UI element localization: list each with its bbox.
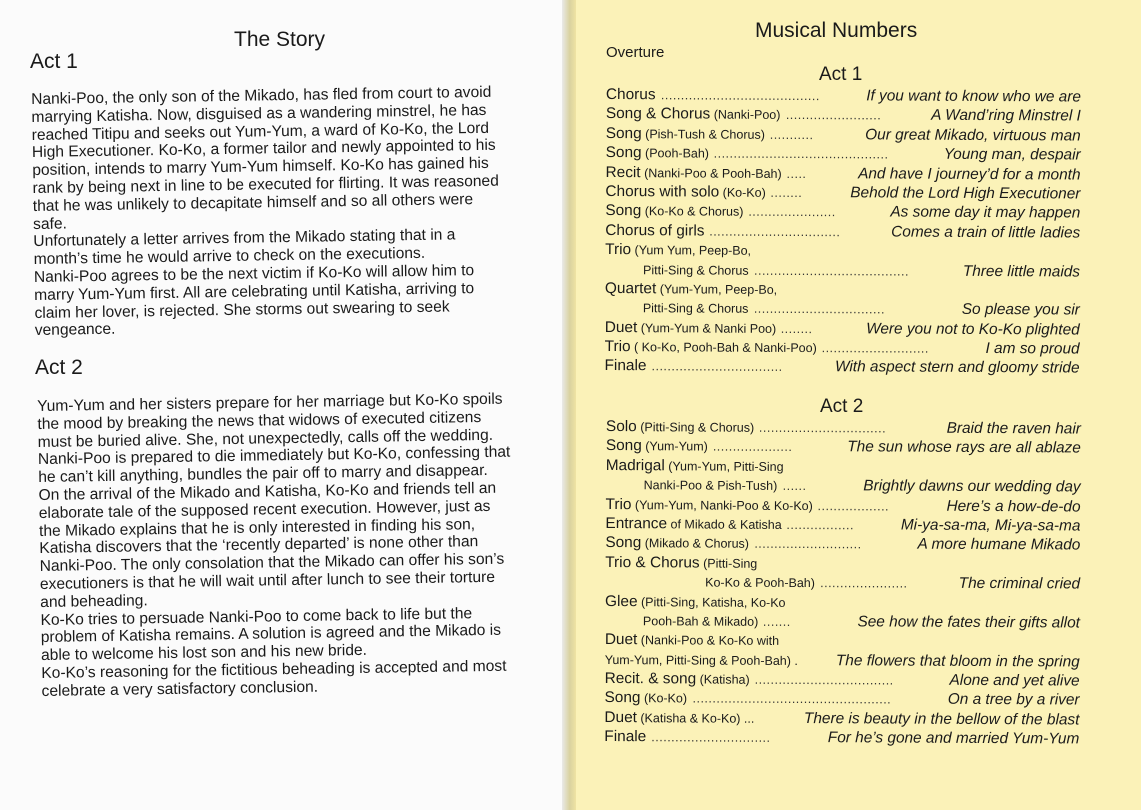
leader-dots: ........................ (785, 108, 882, 123)
number-kind (605, 554, 757, 573)
number-title: For he’s gone and married Yum-Yum (827, 729, 1080, 748)
number-kind (644, 478, 778, 493)
number-performers: (Katisha & Ko-Ko) ... (636, 711, 755, 726)
number-performers: (Pitti-Sing (699, 556, 758, 571)
number-row (604, 709, 1079, 731)
number-type: Duet (604, 708, 637, 727)
number-row (604, 689, 1079, 711)
number-title: Young man, despair (943, 145, 1081, 164)
number-type: Recit (605, 163, 641, 181)
number-performers: (Pitti-Sing, Katisha, Ko-Ko (637, 594, 786, 610)
number-kind (605, 653, 798, 668)
number-row (606, 125, 1081, 147)
number-performers: (Pitti-Sing & Chorus) (636, 420, 755, 435)
number-row (605, 222, 1080, 244)
number-title: Brightly dawns our wedding day (863, 477, 1081, 496)
leader-dots: .............................. (651, 730, 771, 746)
number-title: Three little maids (962, 262, 1081, 281)
number-performers: (Yum-Yum, Nanki-Poo & Ko-Ko) (631, 497, 813, 513)
number-kind (605, 338, 817, 357)
number-title: The flowers that bloom in the spring (835, 651, 1080, 671)
number-type: Finale (604, 357, 647, 375)
number-row (605, 338, 1080, 360)
number-kind (606, 105, 781, 124)
leader-dots: .................. (817, 498, 890, 514)
number-kind (605, 593, 786, 612)
number-row (606, 457, 1081, 479)
number-kind (606, 457, 784, 476)
number-performers: Nanki-Poo & Pish-Tush) (643, 478, 778, 494)
leader-dots: ..... (786, 166, 807, 181)
number-kind (605, 183, 765, 202)
leader-dots: .................................................. (692, 691, 892, 707)
number-performers: (Ko-Ko) (640, 691, 688, 706)
number-row (606, 476, 1081, 498)
leader-dots: ................................. (709, 224, 841, 239)
number-type: Finale (604, 728, 647, 746)
number-type: Madrigal (605, 456, 665, 475)
number-title: The sun whose rays are all ablaze (847, 438, 1081, 457)
number-title: Mi-ya-sa-ma, Mi-ya-sa-ma (900, 516, 1081, 535)
number-title: Behold the Lord High Executioner (850, 184, 1081, 203)
number-kind (605, 515, 781, 534)
number-row (605, 202, 1080, 224)
number-row (605, 631, 1080, 653)
number-type: Song & Chorus (605, 105, 711, 123)
number-row (606, 144, 1081, 166)
number-row (605, 612, 1080, 634)
number-kind (604, 728, 646, 746)
number-type: Quartet (604, 279, 657, 298)
number-title: I am so proud (985, 340, 1080, 358)
number-row (605, 670, 1080, 692)
leader-dots: ........... (769, 127, 814, 142)
leader-dots: .................... (712, 439, 793, 455)
number-row (605, 183, 1080, 205)
leader-dots: ...................... (748, 205, 836, 220)
number-type: Song (605, 144, 642, 162)
number-performers: (Nanki-Poo & Ko-Ko with (637, 633, 780, 649)
leader-dots: ............................................ (713, 146, 889, 162)
number-performers: (Yum Yum, Peep-Bo, (631, 243, 752, 258)
number-title: The criminal cried (958, 574, 1081, 593)
number-type: Song (605, 124, 642, 142)
number-performers: (Pish-Tush & Chorus) (641, 126, 765, 142)
number-title: On a tree by a river (947, 691, 1080, 709)
number-type: Song (605, 437, 642, 455)
number-kind (605, 631, 779, 650)
number-performers: (Yum-Yum, Pitti-Sing (664, 459, 784, 474)
number-type: Chorus with solo (605, 182, 720, 201)
number-type: Chorus (605, 86, 656, 104)
page-gutter (562, 0, 576, 810)
number-kind (606, 86, 656, 104)
number-kind (605, 222, 704, 241)
number-kind (605, 670, 750, 689)
number-performers: (Yum-Yum) (641, 439, 708, 454)
numbers-act1-heading: Act 1 (819, 64, 863, 85)
leader-dots: ................................ (758, 420, 887, 436)
number-title: There is beauty in the bellow of the blast (803, 709, 1080, 729)
number-title: With aspect stern and gloomy stride (834, 358, 1080, 377)
number-performers: (Mikado & Chorus) (641, 536, 750, 552)
number-performers: (Nanki-Poo & Pooh-Bah) (640, 165, 782, 181)
number-type: Duet (604, 318, 638, 336)
number-kind (643, 263, 749, 278)
number-row (605, 515, 1080, 537)
number-type: Recit. & song (604, 670, 697, 688)
number-type: Song (605, 534, 642, 552)
number-type: Solo (605, 418, 637, 436)
leader-dots: ................................. (753, 302, 885, 317)
number-kind (605, 319, 777, 338)
number-kind (605, 164, 781, 183)
number-kind (606, 125, 765, 144)
number-performers: Yum-Yum, Pitti-Sing & Pooh-Bah) . (604, 652, 798, 668)
number-title: Comes a train of little ladies (891, 223, 1081, 242)
numbers-act2-heading: Act 2 (820, 396, 864, 417)
number-kind (604, 689, 687, 707)
number-kind (605, 496, 812, 515)
number-performers: Pooh-Bah & Mikado) (642, 614, 759, 629)
musical-numbers-page (569, 0, 1141, 810)
number-title: Braid the raven hair (946, 419, 1081, 438)
act2-number-list (604, 418, 1081, 750)
number-row (606, 105, 1081, 127)
number-kind (605, 280, 777, 299)
number-row (604, 357, 1079, 379)
leader-dots: ........................... (821, 341, 929, 356)
leader-dots: ........................................ (660, 88, 820, 104)
number-type: Chorus of girls (605, 221, 705, 240)
number-performers: of Mikado & Katisha (667, 517, 782, 532)
number-performers: (Ko-Ko) (719, 185, 766, 200)
number-row (605, 241, 1080, 263)
number-title: As some day it may happen (890, 203, 1081, 222)
number-row (605, 299, 1080, 321)
number-kind (605, 241, 751, 260)
number-type: Duet (604, 631, 638, 649)
leader-dots: ........ (780, 321, 813, 336)
number-title: So please you sir (961, 301, 1080, 319)
number-title: A more humane Mikado (917, 535, 1081, 554)
number-performers: (Ko-Ko & Chorus) (641, 204, 744, 220)
number-type: Trio & Chorus (605, 553, 700, 572)
leader-dots: ................................. (651, 359, 783, 375)
number-title: Were you not to Ko-Ko plighted (866, 320, 1080, 339)
leader-dots: ........................... (754, 537, 862, 552)
number-type: Song (605, 202, 642, 220)
number-row (605, 261, 1080, 283)
number-type: Song (604, 689, 641, 707)
overture-label: Overture (606, 44, 665, 61)
number-performers: (Pooh-Bah) (641, 146, 710, 161)
number-type: Glee (604, 592, 638, 610)
number-performers: (Katisha) (696, 672, 750, 687)
leader-dots: ....................................... (754, 263, 910, 279)
story-page (0, 0, 569, 810)
number-row (605, 573, 1080, 595)
number-type: Entrance (605, 514, 668, 533)
numbers-title: Musical Numbers (755, 19, 918, 42)
leader-dots: ...... (782, 479, 807, 494)
number-title: Here’s a how-de-do (946, 497, 1081, 516)
number-performers: Ko-Ko & Pooh-Bah) (705, 575, 815, 591)
leader-dots: ........ (770, 185, 803, 200)
number-kind (604, 357, 646, 375)
number-performers: (Yum-Yum, Peep-Bo, (656, 282, 778, 297)
number-performers: ( Ko-Ko, Pooh-Bah & Nanki-Poo) (630, 340, 817, 356)
number-row (605, 164, 1080, 186)
number-row (605, 534, 1080, 556)
number-row (606, 86, 1081, 108)
number-title: If you want to know who we are (866, 87, 1081, 106)
number-kind (606, 144, 709, 163)
number-kind (604, 709, 754, 728)
act1-number-list (604, 86, 1081, 379)
leader-dots: ................. (786, 517, 855, 533)
story-title: The Story (234, 28, 326, 51)
number-performers: Pitti-Sing & Chorus (643, 262, 749, 278)
number-kind (606, 418, 754, 437)
number-kind (643, 301, 749, 316)
number-title: Alone and yet alive (949, 671, 1080, 690)
number-performers: Pitti-Sing & Chorus (642, 301, 749, 317)
number-row (605, 554, 1080, 576)
number-title: See how the fates their gifts allot (857, 613, 1080, 632)
story-act2-text: Yum-Yum and her sisters prepare for her marriage but Ko-Ko spoils the mood by breaking the news that widows of executed citizens must be buried alive. She, not unexpectedly, calls off the wedding. Nanki-Poo is prepared to die immediately but Ko-Ko, confessing that he can’t kill anything, bundles the pair off to marry and disappear. On the arrival of the Mikado and Katisha, Ko-Ko and friends tell an elaborate tale of the supposed recent execution. However, just as the Mikado explains that he is only interested in finding his son, Katisha discovers that the ‘recently departed’ is none other than Nanki-Poo. The only consolation that the Mikado can offer his son’s executioners is that he will wait until after lunch to see their torture and beheading. Ko-Ko tries to persuade Nanki-Poo to come back to life but the problem of Katisha remains. A solution is agreed and the Mikado is able to welcome his lost son and his new bride. Ko-Ko’s reasoning for the fictitious beheading is accepted and most celebrate a very satisfactory conclusion. (37, 390, 511, 700)
number-type: Trio (605, 241, 632, 259)
number-title: A Wand’ring Minstrel I (931, 107, 1081, 125)
number-row (605, 593, 1080, 615)
number-kind (606, 437, 708, 456)
number-row (606, 418, 1081, 440)
number-performers: (Yum-Yum & Nanki Poo) (637, 320, 777, 336)
story-act2-heading: Act 2 (35, 356, 83, 379)
story-act1-text: Nanki-Poo, the only son of the Mikado, has fled from court to avoid marrying Katisha. Now, disguised as a wandering minstrel, he has reached Titipu and seeks out Yum-Yum, a ward of Ko-Ko, the Lord High Executioner. Ko-Ko, a former tailor and newly appointed to his position, intends to marry Yum-Yum himself. Ko-Ko has gained his rank by being next in line to be executed for flirting. It was reasoned that he was unlikely to decapitate himself and so all others were safe. Unfortunately a letter arrives from the Mikado stating that in a month’s time he would arrive to check on the executions. Nanki-Poo agrees to be the next victim if Ko-Ko will allow him to marry Yum-Yum first. All are celebrating until Katisha, arriving to claim her lover, is rejected. She storms out swearing to seek vengeance. (31, 83, 499, 340)
leader-dots: ................................... (754, 672, 894, 688)
number-row (606, 437, 1081, 459)
number-row (605, 651, 1080, 673)
number-title: Our great Mikado, virtuous man (865, 126, 1081, 145)
number-type: Trio (604, 338, 631, 356)
number-row (605, 496, 1080, 518)
number-row (604, 728, 1079, 750)
number-kind (705, 576, 815, 591)
story-act1-heading: Act 1 (30, 50, 78, 73)
leader-dots: ...................... (820, 576, 908, 591)
number-row (605, 280, 1080, 302)
leader-dots: ....... (762, 614, 791, 629)
number-row (605, 319, 1080, 341)
number-performers: (Nanki-Poo) (710, 107, 781, 123)
number-kind (605, 534, 749, 553)
number-type: Trio (605, 495, 632, 513)
number-kind (605, 202, 743, 221)
number-kind (643, 614, 758, 629)
number-title: And have I journey’d for a month (858, 164, 1081, 184)
